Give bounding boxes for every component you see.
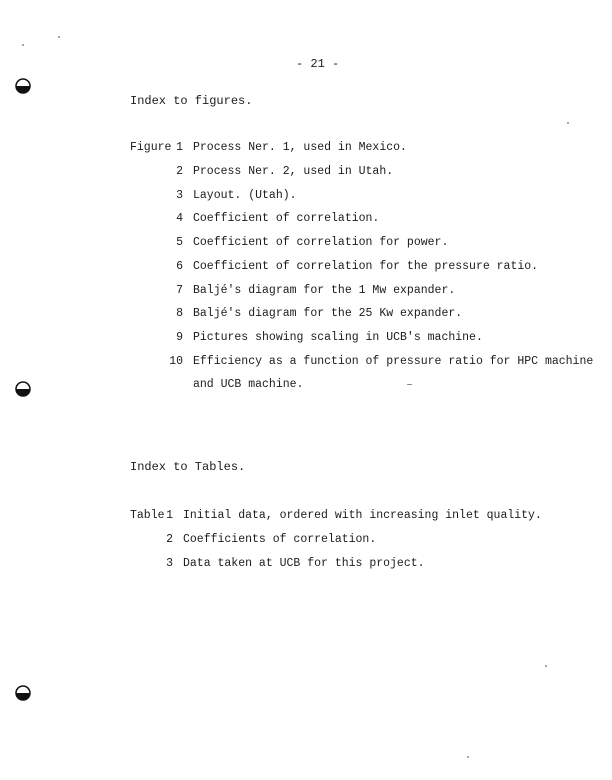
- table-prefix: Table: [130, 509, 165, 522]
- scan-speck: [58, 36, 60, 38]
- punch-hole-icon: [15, 685, 31, 701]
- figure-title: Coefficient of correlation.: [193, 212, 380, 225]
- figure-title-continuation: and UCB machine.: [193, 378, 304, 391]
- figure-number: 1: [176, 141, 183, 154]
- table-number: 1: [166, 509, 173, 522]
- figure-prefix: Figure: [130, 141, 172, 154]
- figure-number: 8: [176, 307, 183, 320]
- scan-speck: [467, 756, 469, 758]
- figure-title: Coefficient of correlation for the pressure ratio.: [193, 260, 539, 273]
- figure-number: 3: [176, 189, 183, 202]
- scan-speck: [407, 384, 412, 385]
- scan-speck: [22, 44, 24, 46]
- scan-speck: [545, 665, 547, 667]
- figure-title: Efficiency as a function of pressure ratio for HPC machine: [193, 355, 594, 368]
- figure-number: 7: [176, 284, 183, 297]
- figure-number: 6: [176, 260, 183, 273]
- table-title: Coefficients of correlation.: [183, 533, 377, 546]
- figure-title: Process Ner. 2, used in Utah.: [193, 165, 394, 178]
- scan-speck: [567, 122, 569, 124]
- figure-number: 9: [176, 331, 183, 344]
- table-number: 3: [166, 557, 173, 570]
- figure-title: Layout. (Utah).: [193, 189, 297, 202]
- page-number: - 21 -: [296, 57, 340, 71]
- tables-heading: Index to Tables.: [130, 460, 246, 474]
- figures-heading: Index to figures.: [130, 94, 253, 108]
- figure-number: 10: [169, 355, 183, 368]
- figure-title: Pictures showing scaling in UCB's machine.: [193, 331, 483, 344]
- table-title: Initial data, ordered with increasing inlet quality.: [183, 509, 542, 522]
- figure-title: Baljé's diagram for the 1 Mw expander.: [193, 284, 456, 297]
- punch-hole-icon: [15, 78, 31, 94]
- figure-title: Baljé's diagram for the 25 Kw expander.: [193, 307, 463, 320]
- figure-title: Process Ner. 1, used in Mexico.: [193, 141, 407, 154]
- punch-hole-icon: [15, 381, 31, 397]
- figure-title: Coefficient of correlation for power.: [193, 236, 449, 249]
- figure-number: 5: [176, 236, 183, 249]
- figure-number: 2: [176, 165, 183, 178]
- figure-number: 4: [176, 212, 183, 225]
- table-title: Data taken at UCB for this project.: [183, 557, 425, 570]
- table-number: 2: [166, 533, 173, 546]
